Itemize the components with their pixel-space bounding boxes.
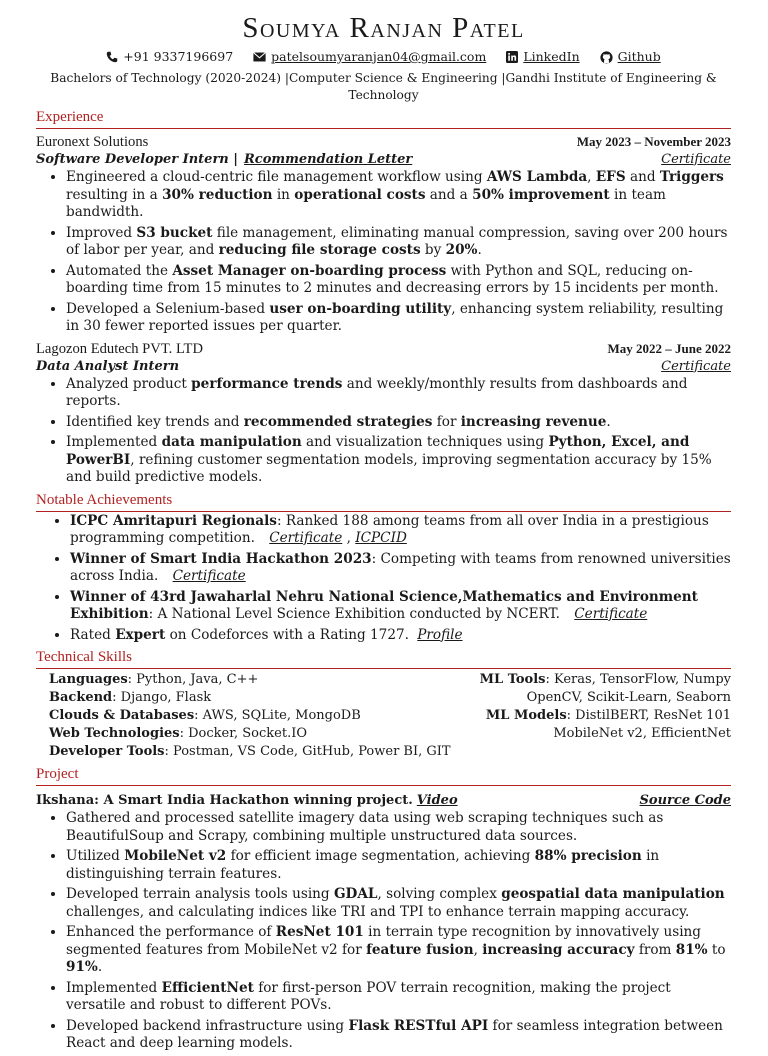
linkedin-icon	[506, 51, 518, 63]
skill-row: Developer Tools: Postman, VS Code, GitHub, Power BI, GIT	[49, 744, 451, 759]
list-item: • Gathered and processed satellite imagery data using web scraping techniques such as BeautifulSoup and Scrapy, combining multiple unstructured data sources.	[66, 810, 731, 845]
certificate-link[interactable]: Certificate	[269, 530, 343, 546]
company-name: Euronext Solutions	[36, 134, 149, 150]
skill-row: ML Tools: Keras, TensorFlow, Numpy	[479, 672, 731, 687]
list-item: • Rated Expert on Codeforces with a Rating 1727. Profile	[70, 627, 731, 645]
phone-number: +91 9337196697	[123, 49, 234, 64]
company-name: Lagozon Edutech PVT. LTD	[36, 340, 203, 357]
github-item[interactable]	[600, 48, 661, 66]
skill-row: Clouds & Databases: AWS, SQLite, MongoDB	[49, 708, 361, 723]
profile-link[interactable]: Profile	[417, 626, 463, 643]
phone-item[interactable]	[106, 48, 233, 66]
list-item: • Developed backend infrastructure using Flask RESTful API for seamless integration between React and deep learning models.	[66, 1018, 731, 1053]
certificate-link[interactable]: Certificate	[661, 358, 731, 374]
recommendation-letter-link[interactable]: Rcommendation Letter	[244, 152, 413, 167]
contact-bar	[36, 48, 731, 66]
job-dates: May 2023 – November 2023	[576, 134, 731, 149]
job-role: Data Analyst Intern	[36, 358, 180, 374]
source-code-link[interactable]: Source Code	[639, 793, 731, 808]
github-icon	[600, 51, 613, 64]
list-item: • ICPC Amritapuri Regionals: Ranked 188 among teams from all over India in a prestigious programming competition. Certificate , ICPCID	[70, 513, 731, 548]
github-link[interactable]: Github	[617, 49, 661, 64]
list-item: • Developed terrain analysis tools using GDAL, solving complex geospatial data manipulation challenges, and calculating indices like TRI and TPI to enhance terrain mapping accuracy.	[66, 886, 731, 921]
list-item: • Implemented data manipulation and visualization techniques using Python, Excel, and PowerBI, refining customer segmentation models, improving segmentation accuracy by 15% and build predictive models.	[66, 434, 731, 487]
skill-row: MobileNet v2, EfficientNet	[553, 726, 731, 741]
list-item: • Utilized MobileNet v2 for efficient image segmentation, achieving 88% precision in distinguishing terrain features.	[66, 848, 731, 883]
job-dates: May 2022 – June 2022	[607, 340, 731, 356]
skills-grid	[36, 669, 731, 761]
role-title: Software Developer Intern |	[36, 152, 238, 167]
job-role	[36, 151, 412, 168]
job-euronext	[36, 133, 731, 336]
skill-row: Web Technologies: Docker, Socket.IO	[49, 726, 308, 741]
certificate-link[interactable]: Certificate	[661, 152, 731, 167]
phone-icon	[106, 51, 118, 63]
list-item: • Improved S3 bucket file management, eliminating manual compression, saving over 200 hours of labor per year, and reducing file storage costs by 20%.	[66, 225, 731, 260]
list-item: • Developed a Selenium-based user on-boarding utility, enhancing system reliability, resulting in 30 fewer reported issues per quarter.	[66, 301, 731, 336]
icpcid-link[interactable]: ICPCID	[355, 530, 407, 546]
achievements-heading: Notable Achievements	[36, 491, 731, 512]
project-heading: Project	[36, 765, 731, 786]
resume-page	[36, 10, 731, 1056]
list-item: • Identified key trends and recommended strategies for increasing revenue.	[66, 414, 731, 432]
candidate-name: Soumya Ranjan Patel	[242, 12, 525, 44]
education-line: Bachelors of Technology (2020-2024) |Computer Science & Engineering |Gandhi Institute of Engineering & Technology	[50, 71, 717, 102]
email-item[interactable]	[253, 48, 486, 66]
skill-row: ML Models: DistilBERT, ResNet 101	[485, 708, 731, 723]
list-item: • Analyzed product performance trends and weekly/monthly results from dashboards and reports.	[66, 376, 731, 411]
linkedin-item[interactable]	[506, 48, 579, 66]
linkedin-link[interactable]: LinkedIn	[523, 49, 580, 64]
email-link[interactable]: patelsoumyaranjan04@gmail.com	[271, 49, 487, 64]
project-name: Ikshana: A Smart India Hackathon winning project.	[36, 793, 413, 808]
list-item: • Automated the Asset Manager on-boarding process with Python and SQL, reducing on-boarding time from 15 minutes to 2 minutes and decreasing errors by 15 incidents per month.	[66, 263, 731, 298]
skill-row: Backend: Django, Flask	[49, 690, 212, 705]
project-header	[36, 792, 731, 809]
experience-heading: Experience	[36, 108, 731, 129]
envelope-icon	[253, 52, 266, 62]
skill-row: Languages: Python, Java, C++	[49, 672, 259, 687]
certificate-link[interactable]: Certificate	[172, 568, 246, 584]
job-lagozon	[36, 340, 731, 487]
skills-heading: Technical Skills	[36, 648, 731, 669]
list-item: • Winner of Smart India Hackathon 2023: Competing with teams from renowned universities across India. Certificate	[70, 551, 731, 586]
video-link[interactable]: Video	[416, 793, 458, 808]
certificate-link[interactable]: Certificate	[574, 606, 648, 622]
list-item: • Engineered a cloud-centric file management workflow using AWS Lambda, EFS and Triggers resulting in a 30% reduction in operational costs and a 50% improvement in team bandwidth.	[66, 169, 731, 222]
list-item: • Winner of 43rd Jawaharlal Nehru National Science,Mathematics and Environment Exhibition: A National Level Science Exhibition conducted by NCERT. Certificate	[70, 589, 731, 624]
list-item: • Implemented EfficientNet for first-person POV terrain recognition, making the project versatile and robust to different POVs.	[66, 980, 731, 1015]
list-item: • Enhanced the performance of ResNet 101 in terrain type recognition by innovatively using segmented features from MobileNet v2 for feature fusion, increasing accuracy from 81% to 91%.	[66, 924, 731, 977]
skill-row: OpenCV, Scikit-Learn, Seaborn	[526, 690, 731, 705]
